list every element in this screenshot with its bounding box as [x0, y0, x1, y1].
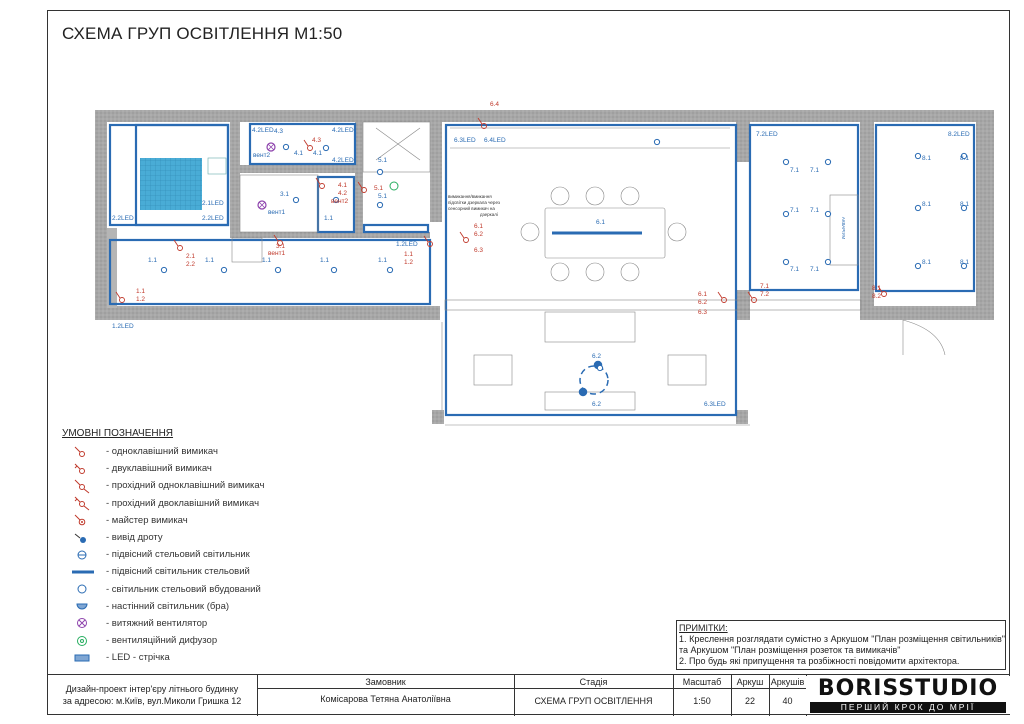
- label-6-4-led: 6.4LED: [484, 137, 506, 144]
- pass-double-switch-icon: [62, 495, 106, 511]
- legend-item: - прохідний одноклавішний вимикач: [62, 477, 392, 494]
- label-5-1-r: 5.1: [374, 185, 384, 192]
- label-2-1-r: 2.1: [186, 253, 196, 260]
- label-1-1-r2: 1.1: [404, 251, 414, 258]
- label-4-2-led-b: 4.2LED: [332, 127, 354, 134]
- legend-item: - майстер вимикач: [62, 512, 392, 529]
- label-6-4: 6.4: [490, 101, 500, 108]
- legend-item: - настінний світильник (бра): [62, 598, 392, 615]
- label-vent2-r: вент2: [331, 198, 349, 205]
- brand-name: BORISSTUDIO: [817, 676, 999, 701]
- legend-title: УМОВНІ ПОЗНАЧЕННЯ: [62, 428, 174, 439]
- legend-item: - одноклавішний вимикач: [62, 443, 392, 460]
- label-7-1-d: 7.1: [810, 207, 820, 214]
- double-switch-icon: [62, 461, 106, 477]
- svg-text:дзеркалі: дзеркалі: [480, 212, 498, 217]
- label-7-1-f: 7.1: [810, 266, 820, 273]
- svg-text:підсвітки дзеркала через: підсвітки дзеркала через: [448, 200, 500, 205]
- label-1-2-r2: 1.2: [404, 259, 414, 266]
- label-7-1-e: 7.1: [790, 266, 800, 273]
- sheet-value: 22: [744, 696, 755, 706]
- pendant-linear-light-icon: [62, 564, 106, 580]
- label-4-1-r: 4.1: [338, 182, 348, 189]
- label-6-1-r2: 6.1: [698, 291, 708, 298]
- vent-diffuser: [390, 182, 398, 190]
- label-7-1-a: 7.1: [790, 167, 800, 174]
- label-6-2-r2: 6.2: [698, 299, 708, 306]
- label-6-1-r: 6.1: [474, 223, 484, 230]
- label-6-2-r: 6.2: [474, 231, 484, 238]
- svg-text:вимикання/вмикання: вимикання/вмикання: [448, 194, 492, 199]
- sheets-header: Аркушів: [770, 677, 805, 687]
- vent-diffuser-icon: [62, 633, 106, 649]
- sheet-header: Аркуш: [736, 677, 764, 687]
- label-4-1-a: 4.1: [294, 150, 304, 157]
- client-header: Замовник: [365, 677, 406, 687]
- scale-value: 1:50: [693, 696, 711, 706]
- label-5-1-b: 5.1: [378, 193, 388, 200]
- legend-item: - світильник стельовий вбудований: [62, 581, 392, 598]
- label-8-1-r: 8.1: [872, 285, 882, 292]
- svg-text:сенсорний вимикач на: сенсорний вимикач на: [448, 206, 495, 211]
- label-2-2-led-b: 2.2LED: [202, 215, 224, 222]
- single-switch-icon: [62, 444, 106, 460]
- legend-item: - прохідний двоклавішний вимикач: [62, 495, 392, 512]
- label-2-2-led-a: 2.2LED: [112, 215, 134, 222]
- label-7-1-b: 7.1: [810, 167, 820, 174]
- aquarium-label: АКВАРІУМ: [841, 216, 846, 240]
- label-1-2-led-b: 1.2LED: [112, 323, 134, 330]
- label-5-1-a: 5.1: [378, 157, 388, 164]
- label-1-1-r: 1.1: [136, 288, 146, 295]
- exhaust-fan-icon: [62, 615, 106, 631]
- client-value: Комісарова Тетяна Анатоліївна: [320, 694, 451, 704]
- brand-tagline: ПЕРШИЙ КРОК ДО МРІЇ: [810, 702, 1006, 713]
- label-6-3-led-b: 6.3LED: [704, 401, 726, 408]
- label-8-1-a: 8.1: [922, 155, 932, 162]
- legend: [62, 428, 392, 666]
- shower-tile: [140, 158, 202, 210]
- label-vent1: вент1: [268, 209, 286, 216]
- label-2-1-led: 2.1LED: [202, 200, 224, 207]
- label-6-3-r2: 6.3: [698, 309, 708, 316]
- label-1-2-r: 1.2: [136, 296, 146, 303]
- pass-single-switch-icon: [62, 478, 106, 494]
- label-8-1-f: 8.1: [960, 259, 970, 266]
- label-6-3-led: 6.3LED: [454, 137, 476, 144]
- label-vent2: вент2: [253, 152, 271, 159]
- notes-line-2: 2. Про будь які припущення та розбіжності повідомити архітектора.: [679, 656, 960, 666]
- label-6-1: 6.1: [596, 219, 606, 226]
- legend-item: - LED - стрічка: [62, 649, 392, 666]
- legend-item: - двуклавішний вимикач: [62, 460, 392, 477]
- label-7-2-led: 7.2LED: [756, 131, 778, 138]
- label-2-2-r: 2.2: [186, 261, 196, 268]
- project-description: Дизайн-проект інтер'єру літнього будинку за адресою: м.Київ, вул.Миколи Гришка 12: [62, 684, 242, 706]
- label-6-2-a: 6.2: [592, 353, 602, 360]
- label-4-3-r: 4.3: [312, 137, 322, 144]
- label-1-2-led-a: 1.2LED: [396, 241, 418, 248]
- walls: [95, 110, 994, 424]
- label-8-1-b: 8.1: [960, 155, 970, 162]
- label-6-2-b: 6.2: [592, 401, 602, 408]
- label-7-1-r: 7.1: [760, 283, 770, 290]
- label-7-2-r: 7.2: [760, 291, 770, 298]
- wire-outlet-6-2: [580, 362, 609, 396]
- label-1-1-d: 1.1: [262, 257, 272, 264]
- wire-outlet-icon: [62, 530, 106, 546]
- legend-item: - вивід дроту: [62, 529, 392, 546]
- brand-logo: [806, 676, 1010, 714]
- stage-value: СХЕМА ГРУП ОСВІТЛЕННЯ: [534, 696, 653, 706]
- label-1-1-c: 1.1: [205, 257, 215, 264]
- mirror-note: [448, 194, 500, 217]
- label-7-1-c: 7.1: [790, 207, 800, 214]
- notes-box: [676, 620, 1006, 670]
- label-1-1-b: 1.1: [148, 257, 158, 264]
- legend-item: - вентиляційний дифузор: [62, 632, 392, 649]
- scale-header: Масштаб: [682, 677, 722, 687]
- label-8-2-led: 8.2LED: [948, 131, 970, 138]
- stage-header: Стадія: [579, 677, 608, 687]
- label-3-1-r: 3.1: [276, 243, 286, 250]
- pendant-ceiling-light-icon: [62, 547, 106, 563]
- label-8-2-r: 8.2: [872, 293, 882, 300]
- led-strip-icon: [62, 650, 106, 666]
- label-4-1-b: 4.1: [313, 150, 323, 157]
- label-vent1-r: вент1: [268, 250, 286, 257]
- label-1-1-f: 1.1: [378, 257, 388, 264]
- label-8-1-d: 8.1: [960, 201, 970, 208]
- legend-item: - підвісний стельовий світильник: [62, 546, 392, 563]
- notes-line-1: 1. Креслення розглядати сумістно з Аркушом "План розміщення світильників" та Аркушом "План розміщення розеток та вимикачів": [679, 634, 1005, 655]
- label-4-2-led-a: 4.2LED: [252, 127, 274, 134]
- legend-item: - підвісний світильник стельовий: [62, 563, 392, 580]
- master-switch-icon: [62, 512, 106, 528]
- page-title: СХЕМА ГРУП ОСВІТЛЕННЯ М1:50: [62, 24, 343, 43]
- label-6-3-r: 6.3: [474, 247, 484, 254]
- label-1-1-e: 1.1: [320, 257, 330, 264]
- label-4-3: 4.3: [274, 128, 284, 135]
- label-4-2-led-c: 4.2LED: [332, 157, 354, 164]
- notes-title: ПРИМІТКИ:: [679, 623, 728, 633]
- recessed-ceiling-light-icon: [62, 581, 106, 597]
- label-1-1-a: 1.1: [324, 215, 334, 222]
- label-4-2-r: 4.2: [338, 190, 348, 197]
- wall-sconce-icon: [62, 598, 106, 614]
- label-8-1-e: 8.1: [922, 259, 932, 266]
- label-3-1: 3.1: [280, 191, 290, 198]
- label-8-1-c: 8.1: [922, 201, 932, 208]
- legend-item: - витяжний вентилятор: [62, 615, 392, 632]
- sheets-value: 40: [782, 696, 793, 706]
